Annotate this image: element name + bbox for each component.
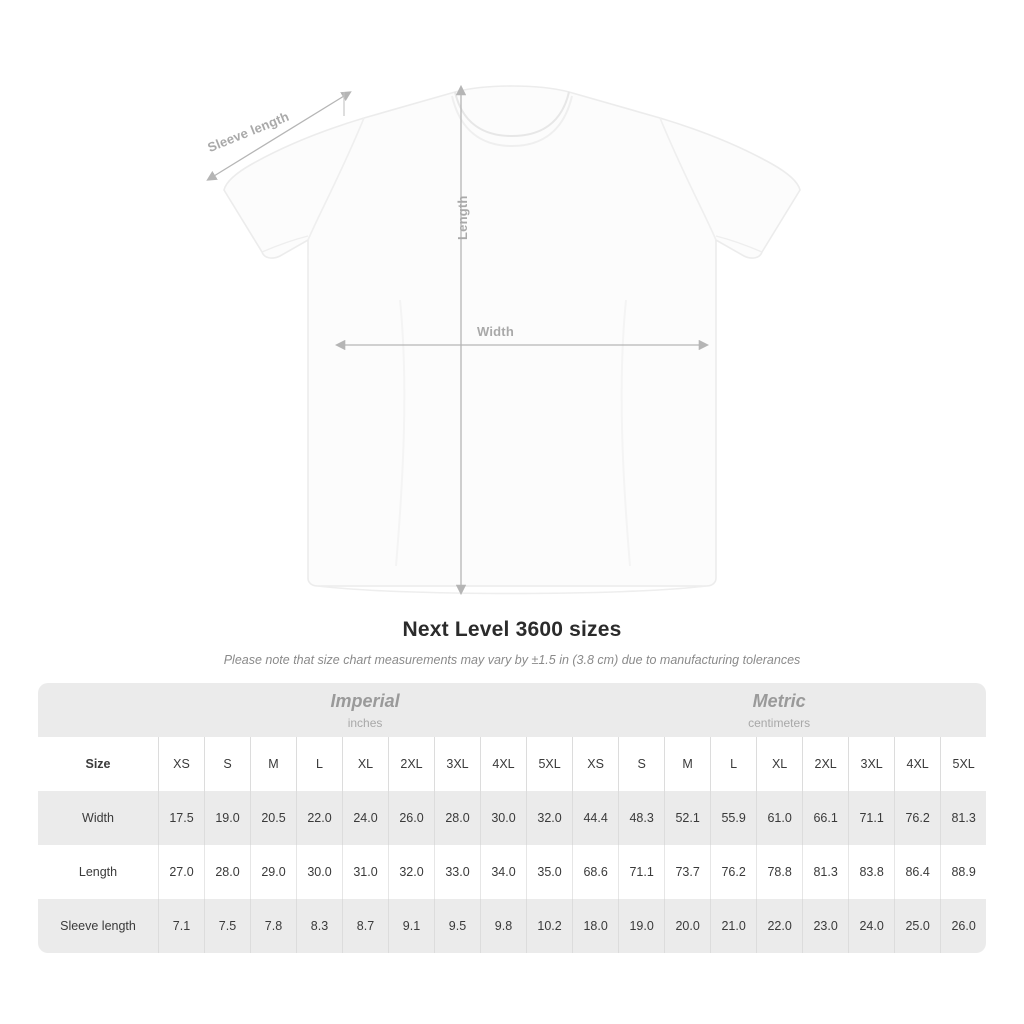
table-size-header-row bbox=[38, 737, 986, 791]
cell-width: 24.0 bbox=[342, 791, 388, 845]
cell-sleeve-length: 25.0 bbox=[894, 899, 940, 953]
row-label-sleeve-length: Sleeve length bbox=[38, 899, 158, 953]
size-header-cell: 5XL bbox=[526, 737, 572, 791]
size-header-cell: 3XL bbox=[848, 737, 894, 791]
cell-sleeve-length: 18.0 bbox=[572, 899, 618, 953]
cell-sleeve-length: 26.0 bbox=[940, 899, 986, 953]
size-header-cell: 3XL bbox=[434, 737, 480, 791]
cell-sleeve-length: 24.0 bbox=[848, 899, 894, 953]
cell-sleeve-length: 8.7 bbox=[342, 899, 388, 953]
cell-sleeve-length: 23.0 bbox=[802, 899, 848, 953]
size-chart-table bbox=[38, 683, 986, 953]
cell-width: 61.0 bbox=[756, 791, 802, 845]
cell-sleeve-length: 7.5 bbox=[204, 899, 250, 953]
cell-length: 68.6 bbox=[572, 845, 618, 899]
title-block bbox=[0, 618, 1024, 667]
cell-width: 26.0 bbox=[388, 791, 434, 845]
cell-width: 22.0 bbox=[296, 791, 342, 845]
cell-sleeve-length: 10.2 bbox=[526, 899, 572, 953]
cell-sleeve-length: 8.3 bbox=[296, 899, 342, 953]
cell-length: 86.4 bbox=[894, 845, 940, 899]
tolerance-note: Please note that size chart measurements may vary by ±1.5 in (3.8 cm) due to manufacturing tolerances bbox=[223, 653, 801, 667]
cell-width: 28.0 bbox=[434, 791, 480, 845]
page-title: Next Level 3600 sizes bbox=[402, 618, 622, 641]
cell-width: 48.3 bbox=[618, 791, 664, 845]
size-header-cell: L bbox=[296, 737, 342, 791]
cell-sleeve-length: 21.0 bbox=[710, 899, 756, 953]
cell-length: 83.8 bbox=[848, 845, 894, 899]
cell-length: 33.0 bbox=[434, 845, 480, 899]
cell-length: 81.3 bbox=[802, 845, 848, 899]
cell-width: 66.1 bbox=[802, 791, 848, 845]
cell-length: 32.0 bbox=[388, 845, 434, 899]
cell-sleeve-length: 7.1 bbox=[158, 899, 204, 953]
length-dimension-label: Length bbox=[455, 195, 470, 240]
size-header-cell: S bbox=[204, 737, 250, 791]
cell-width: 81.3 bbox=[940, 791, 986, 845]
size-header-cell: 4XL bbox=[894, 737, 940, 791]
group-header-imperial bbox=[158, 683, 572, 737]
size-header-cell: S bbox=[618, 737, 664, 791]
group-header-imperial-unit: inches bbox=[347, 715, 383, 730]
cell-length: 88.9 bbox=[940, 845, 986, 899]
row-label-width: Width bbox=[38, 791, 158, 845]
cell-width: 76.2 bbox=[894, 791, 940, 845]
size-header-cell: M bbox=[250, 737, 296, 791]
size-header-cell: XS bbox=[158, 737, 204, 791]
cell-length: 34.0 bbox=[480, 845, 526, 899]
cell-width: 30.0 bbox=[480, 791, 526, 845]
size-header-cell: 2XL bbox=[388, 737, 434, 791]
cell-length: 30.0 bbox=[296, 845, 342, 899]
cell-width: 19.0 bbox=[204, 791, 250, 845]
cell-length: 31.0 bbox=[342, 845, 388, 899]
table-row bbox=[38, 899, 986, 953]
row-label-length: Length bbox=[38, 845, 158, 899]
size-header-cell: 5XL bbox=[940, 737, 986, 791]
group-header-spacer bbox=[38, 683, 158, 737]
table-row bbox=[38, 845, 986, 899]
size-header-cell: XL bbox=[342, 737, 388, 791]
cell-width: 55.9 bbox=[710, 791, 756, 845]
size-chart-table-wrapper bbox=[38, 683, 986, 953]
cell-length: 27.0 bbox=[158, 845, 204, 899]
cell-length: 71.1 bbox=[618, 845, 664, 899]
cell-sleeve-length: 9.5 bbox=[434, 899, 480, 953]
cell-sleeve-length: 9.8 bbox=[480, 899, 526, 953]
group-header-metric-title: Metric bbox=[752, 691, 806, 712]
size-header-cell: XL bbox=[756, 737, 802, 791]
cell-length: 78.8 bbox=[756, 845, 802, 899]
cell-sleeve-length: 9.1 bbox=[388, 899, 434, 953]
size-header-cell: L bbox=[710, 737, 756, 791]
cell-sleeve-length: 20.0 bbox=[664, 899, 710, 953]
table-group-header-row bbox=[38, 683, 986, 737]
size-header-cell: 4XL bbox=[480, 737, 526, 791]
group-header-metric-unit: centimeters bbox=[748, 715, 811, 730]
cell-length: 29.0 bbox=[250, 845, 296, 899]
group-header-imperial-title: Imperial bbox=[330, 691, 400, 712]
cell-sleeve-length: 7.8 bbox=[250, 899, 296, 953]
group-header-metric bbox=[572, 683, 986, 737]
width-dimension-label: Width bbox=[477, 324, 514, 339]
cell-sleeve-length: 19.0 bbox=[618, 899, 664, 953]
cell-length: 28.0 bbox=[204, 845, 250, 899]
cell-width: 44.4 bbox=[572, 791, 618, 845]
cell-width: 17.5 bbox=[158, 791, 204, 845]
cell-sleeve-length: 22.0 bbox=[756, 899, 802, 953]
tshirt-shape bbox=[224, 86, 800, 594]
cell-width: 52.1 bbox=[664, 791, 710, 845]
size-header-cell: XS bbox=[572, 737, 618, 791]
cell-length: 73.7 bbox=[664, 845, 710, 899]
cell-length: 76.2 bbox=[710, 845, 756, 899]
cell-width: 71.1 bbox=[848, 791, 894, 845]
sleeve-length-dimension-label: Sleeve length bbox=[205, 108, 292, 155]
cell-length: 35.0 bbox=[526, 845, 572, 899]
cell-width: 20.5 bbox=[250, 791, 296, 845]
size-header-label: Size bbox=[38, 737, 158, 791]
size-header-cell: M bbox=[664, 737, 710, 791]
size-header-cell: 2XL bbox=[802, 737, 848, 791]
cell-width: 32.0 bbox=[526, 791, 572, 845]
table-row bbox=[38, 791, 986, 845]
